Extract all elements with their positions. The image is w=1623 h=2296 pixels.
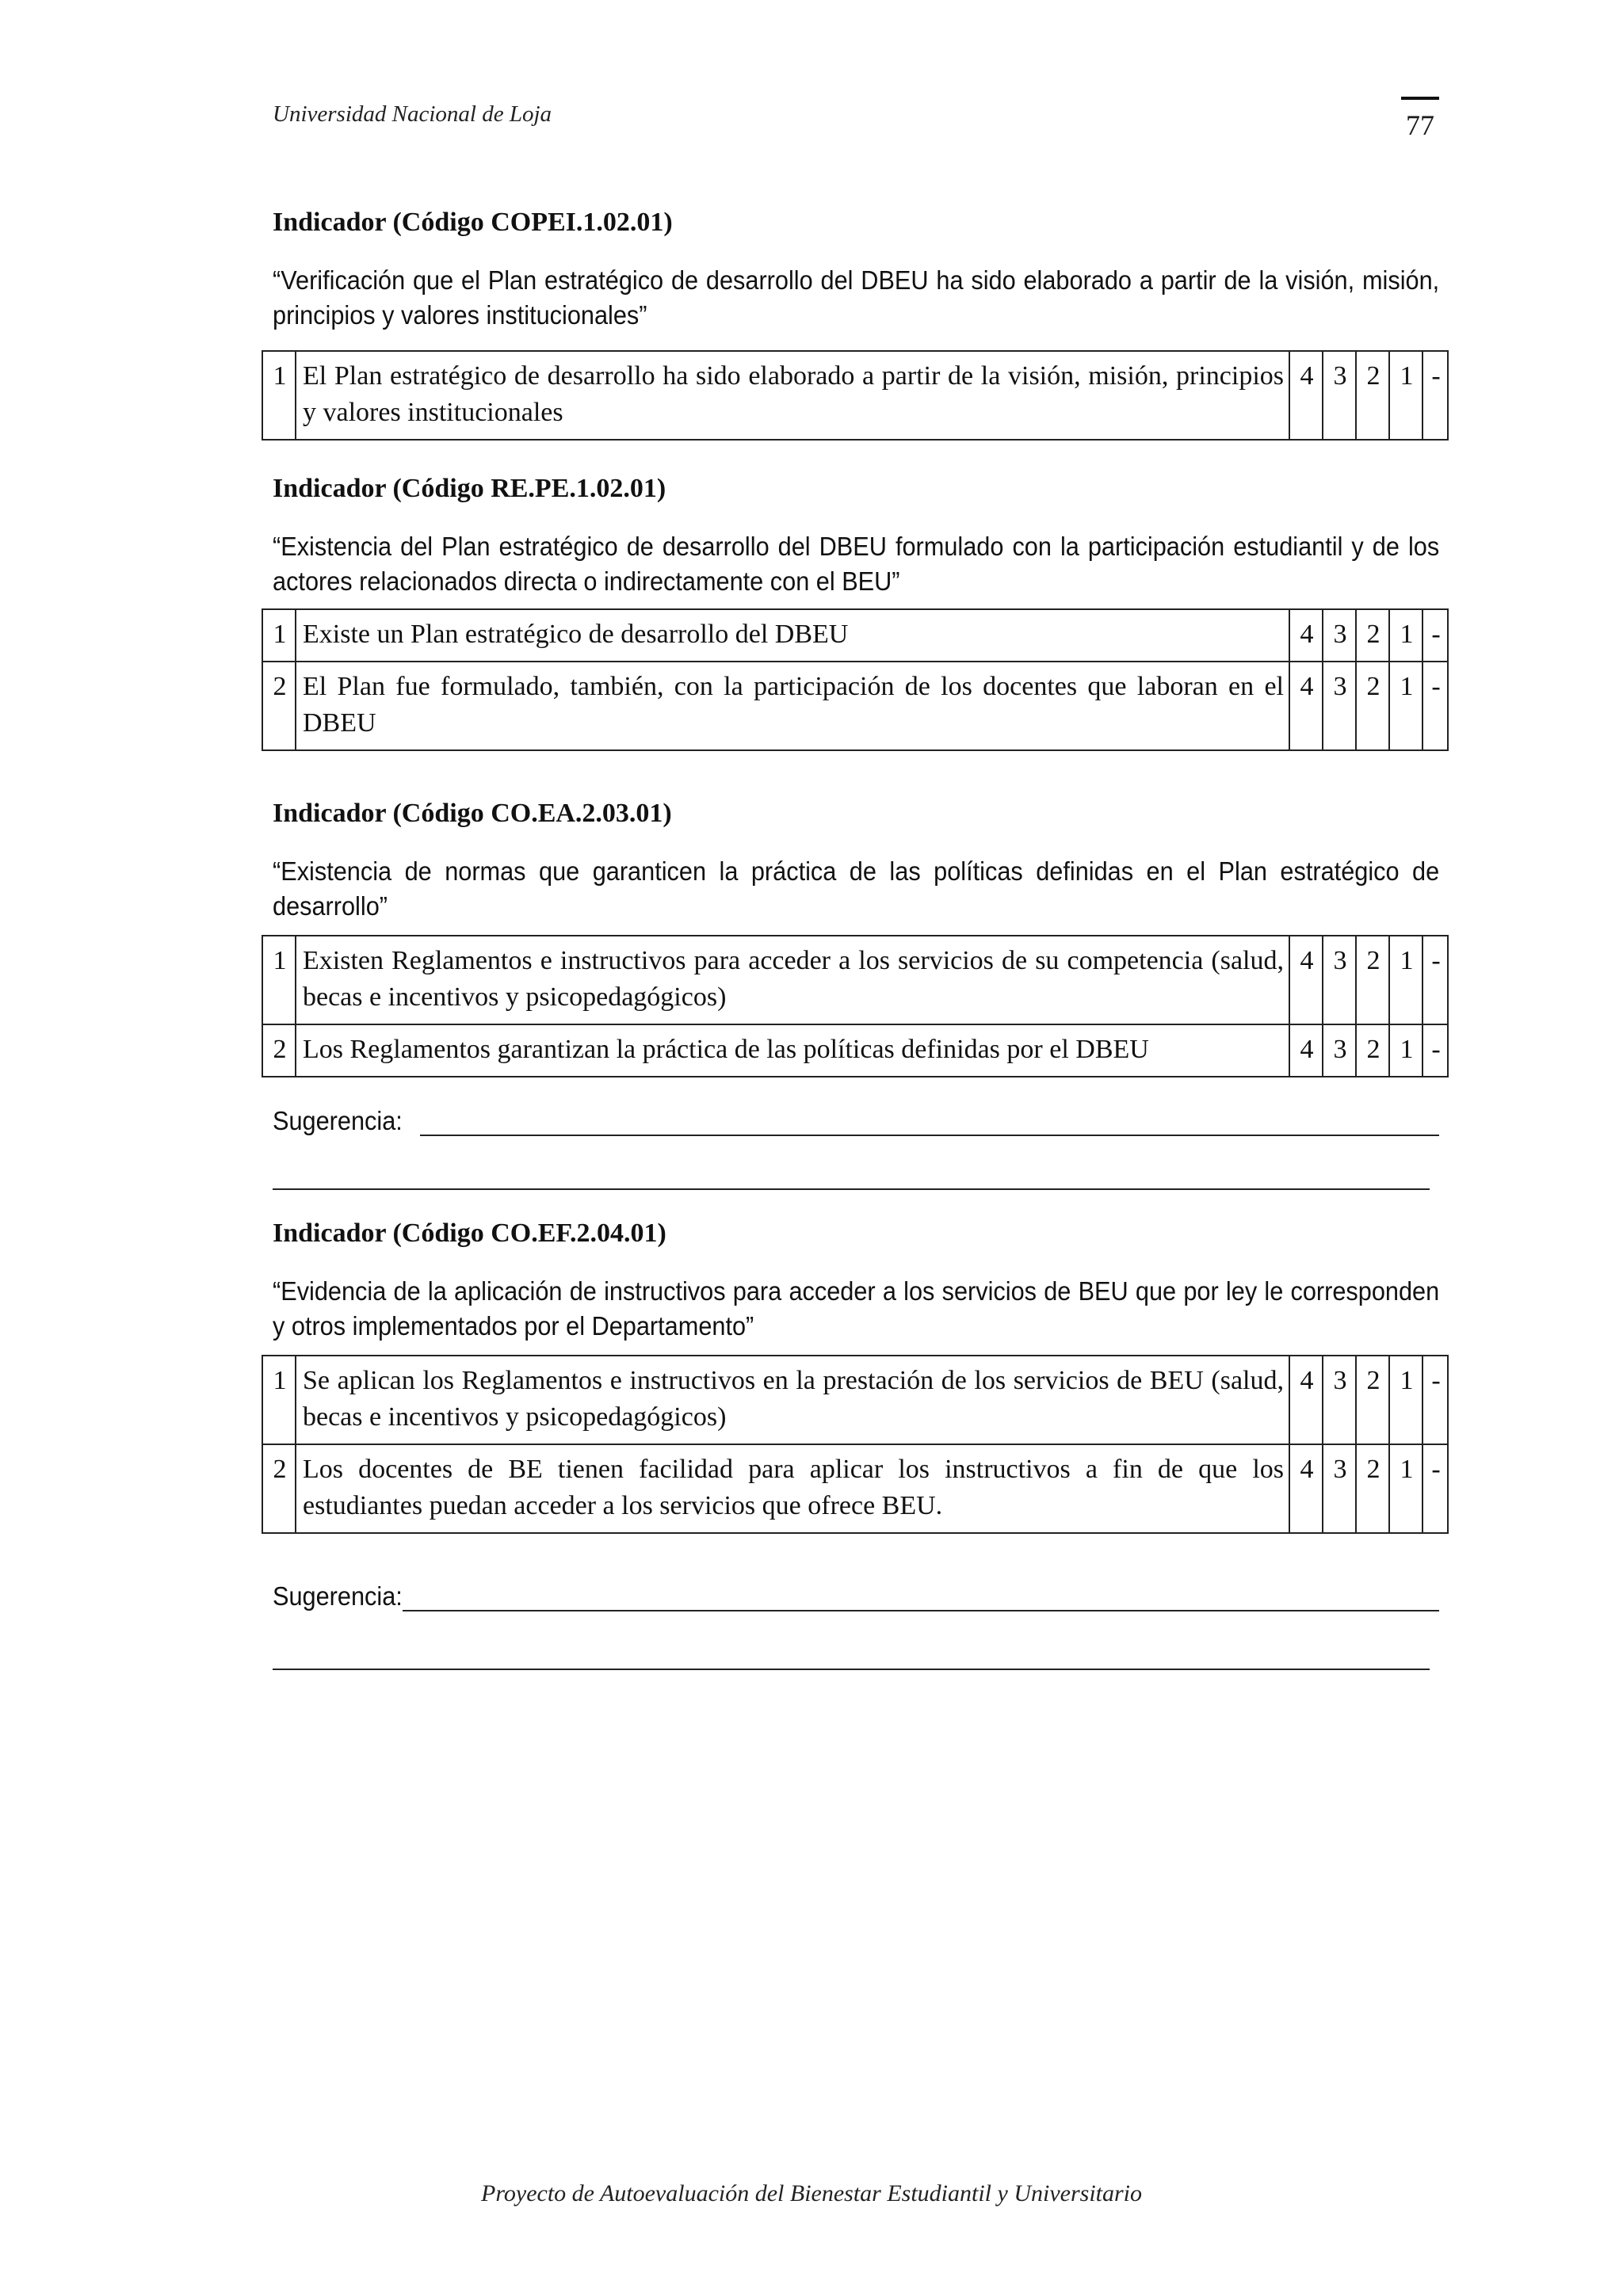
score-option[interactable]: 3 — [1323, 609, 1356, 662]
score-option[interactable]: 2 — [1356, 351, 1389, 440]
rating-table-4 — [262, 1355, 1449, 1534]
score-option[interactable]: 1 — [1389, 662, 1423, 750]
indicator-title-3: Indicador (Código CO.EA.2.03.01) — [273, 799, 672, 828]
page-number: 77 — [1406, 109, 1434, 141]
item-text: Los Reglamentos garantizan la práctica de las políticas definidas por el DBEU — [296, 1024, 1289, 1077]
score-option[interactable]: 2 — [1356, 1444, 1389, 1533]
table-row — [262, 662, 1448, 750]
score-option[interactable]: 4 — [1289, 351, 1323, 440]
score-option[interactable]: 2 — [1356, 936, 1389, 1024]
indicator-quote-3: “Existencia de normas que garanticen la práctica de las políticas definidas en el Plan estratégico de desarrollo” — [273, 856, 1440, 921]
indicator-quote-4: “Evidencia de la aplicación de instructivos para acceder a los servicios de BEU que por ley le corresponden y otros implementados por el Departamento” — [273, 1276, 1440, 1341]
item-number: 1 — [262, 351, 296, 440]
page-number-block — [1401, 97, 1439, 139]
score-option[interactable]: 1 — [1389, 1356, 1423, 1444]
score-option[interactable]: 1 — [1389, 1024, 1423, 1077]
score-option-none[interactable]: - — [1423, 609, 1448, 662]
indicator-quote-2: “Existencia del Plan estratégico de desarrollo del DBEU formulado con la participación estudiantil y de los actores relacionados directa o indirectamente con el BEU” — [273, 532, 1440, 596]
item-number: 2 — [262, 1024, 296, 1077]
score-option[interactable]: 1 — [1389, 351, 1423, 440]
item-text: Los docentes de BE tienen facilidad para aplicar los instructivos a fin de que los estudiantes puedan acceder a los servicios que ofrece BEU. — [296, 1444, 1289, 1533]
score-option-none[interactable]: - — [1423, 351, 1448, 440]
score-option[interactable]: 4 — [1289, 1444, 1323, 1533]
score-option[interactable]: 2 — [1356, 609, 1389, 662]
score-option-none[interactable]: - — [1423, 1024, 1448, 1077]
item-number: 1 — [262, 1356, 296, 1444]
score-option[interactable]: 3 — [1323, 1024, 1356, 1077]
suggestion-line-1[interactable] — [420, 1135, 1439, 1136]
score-option-none[interactable]: - — [1423, 936, 1448, 1024]
suggestion-label-3: Sugerencia: — [273, 1106, 403, 1135]
item-text: Se aplican los Reglamentos e instructivos en la prestación de los servicios de BEU (salud, becas e incentivos y psicopedagógicos) — [296, 1356, 1289, 1444]
score-option[interactable]: 4 — [1289, 1356, 1323, 1444]
score-option[interactable]: 3 — [1323, 1444, 1356, 1533]
score-option[interactable]: 4 — [1289, 609, 1323, 662]
indicator-title-2: Indicador (Código RE.PE.1.02.01) — [273, 474, 666, 503]
score-option-none[interactable]: - — [1423, 1356, 1448, 1444]
score-option-none[interactable]: - — [1423, 662, 1448, 750]
suggestion-line-4[interactable] — [273, 1669, 1430, 1670]
footer-text: Proyecto de Autoevaluación del Bienestar Estudiantil y Universitario — [481, 2180, 1142, 2206]
score-option[interactable]: 4 — [1289, 1024, 1323, 1077]
header-institution: Universidad Nacional de Loja — [273, 101, 552, 127]
indicator-title-1: Indicador (Código COPEI.1.02.01) — [273, 208, 673, 237]
score-option[interactable]: 2 — [1356, 662, 1389, 750]
suggestion-line-2[interactable] — [273, 1188, 1430, 1190]
score-option[interactable]: 4 — [1289, 662, 1323, 750]
item-text: El Plan estratégico de desarrollo ha sido elaborado a partir de la visión, misión, principios y valores institucionales — [296, 351, 1289, 440]
score-option[interactable]: 3 — [1323, 351, 1356, 440]
item-text: Existe un Plan estratégico de desarrollo del DBEU — [296, 609, 1289, 662]
table-row — [262, 1024, 1448, 1077]
score-option[interactable]: 4 — [1289, 936, 1323, 1024]
table-row — [262, 936, 1448, 1024]
table-row — [262, 1356, 1448, 1444]
score-option[interactable]: 1 — [1389, 609, 1423, 662]
score-option[interactable]: 1 — [1389, 936, 1423, 1024]
table-row — [262, 609, 1448, 662]
table-row — [262, 351, 1448, 440]
score-option[interactable]: 3 — [1323, 662, 1356, 750]
item-number: 1 — [262, 936, 296, 1024]
item-text: El Plan fue formulado, también, con la participación de los docentes que laboran en el DBEU — [296, 662, 1289, 750]
page-number-rule — [1401, 97, 1439, 100]
indicator-title-4: Indicador (Código CO.EF.2.04.01) — [273, 1219, 666, 1248]
item-number: 2 — [262, 662, 296, 750]
rating-table-1 — [262, 350, 1449, 441]
suggestion-label-4: Sugerencia: — [273, 1581, 403, 1611]
table-row — [262, 1444, 1448, 1533]
item-number: 1 — [262, 609, 296, 662]
rating-table-2 — [262, 608, 1449, 751]
score-option[interactable]: 3 — [1323, 1356, 1356, 1444]
score-option[interactable]: 2 — [1356, 1024, 1389, 1077]
item-text: Existen Reglamentos e instructivos para acceder a los servicios de su competencia (salud, becas e incentivos y psicopedagógicos) — [296, 936, 1289, 1024]
score-option[interactable]: 2 — [1356, 1356, 1389, 1444]
suggestion-line-3[interactable] — [403, 1610, 1439, 1611]
score-option[interactable]: 3 — [1323, 936, 1356, 1024]
indicator-quote-1: “Verificación que el Plan estratégico de desarrollo del DBEU ha sido elaborado a partir de la visión, misión, principios y valores institucionales” — [273, 265, 1440, 330]
item-number: 2 — [262, 1444, 296, 1533]
score-option[interactable]: 1 — [1389, 1444, 1423, 1533]
score-option-none[interactable]: - — [1423, 1444, 1448, 1533]
rating-table-3 — [262, 935, 1449, 1077]
